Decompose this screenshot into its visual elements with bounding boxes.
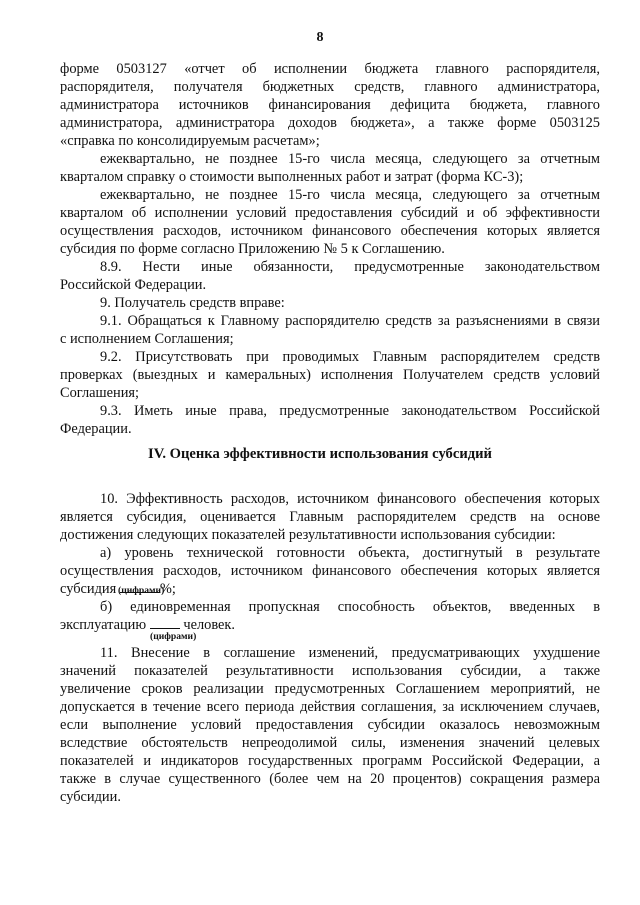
text-line: администратора источников финансирования дефицита бюджета, главного <box>60 97 600 113</box>
text-line: осуществления расходов, источником финансового обеспечения которых является <box>60 223 600 239</box>
text-line: является субсидия, оценивается Главным распорядителем средств на основе <box>60 509 600 525</box>
text-line: показателей и индикаторов государственных программ Российской Федерации, а <box>60 753 600 769</box>
section-heading: IV. Оценка эффективности использования субсидий <box>148 446 492 462</box>
text-line: администратора, администратора доходов бюджета», а также форме 0503125 <box>60 115 600 131</box>
text-line: допускается в течение всего периода действия соглашения, за исключением случаев, <box>60 699 600 715</box>
text-line: 9.2. Присутствовать при проводимых Главным распорядителем средств <box>100 349 600 365</box>
item-b <box>60 598 600 634</box>
paragraph-9-2 <box>60 348 600 402</box>
text-line: а) уровень технической готовности объекта, достигнутый в результате <box>100 545 600 561</box>
text-fragment: субсидия <box>60 581 117 597</box>
text-line: Соглашения; <box>60 385 140 401</box>
paragraph-9-1 <box>60 312 600 348</box>
text-line: 9. Получатель средств вправе: <box>100 295 285 311</box>
text-line: б) единовременная пропускная способность объектов, введенных в <box>100 599 600 615</box>
text-line: 9.3. Иметь иные права, предусмотренные законодательством Российской <box>100 403 600 419</box>
paragraph-form-0503127 <box>60 60 600 150</box>
text-line: распорядителя, получателя бюджетных средств, главного администратора, <box>60 79 600 95</box>
text-line: кварталом об исполнении условий предоставления субсидий и об эффективности <box>60 205 600 221</box>
text-line: 11. Внесение в соглашение изменений, предусматривающих ухудшение <box>100 645 600 661</box>
text-line: Федерации. <box>60 421 132 437</box>
text-line: 9.1. Обращаться к Главному распорядителю средств за разъяснениями в связи <box>100 313 600 329</box>
text-line: «справка по консолидируемым расчетам»; <box>60 133 320 149</box>
text-line: кварталом справку о стоимости выполненных работ и затрат (форма КС-3); <box>60 169 524 185</box>
item-b-last-line <box>60 616 600 634</box>
text-line: увеличение сроков реализации предусмотренных Соглашением мероприятий, не <box>60 681 600 697</box>
text-line: если выполнение условий предоставления субсидии оказалось невозможным <box>60 717 600 733</box>
text-line: проверках (выездных и камеральных) исполнения Получателем средств условий <box>60 367 600 383</box>
text-line: 8.9. Нести иные обязанности, предусмотренные законодательством <box>100 259 600 275</box>
text-line: ежеквартально, не позднее 15-го числа месяца, следующего за отчетным <box>100 151 600 167</box>
paragraph-subsidy-report <box>60 186 600 258</box>
paragraph-9 <box>60 294 600 312</box>
paragraph-10 <box>60 490 600 598</box>
text-line: форме 0503127 «отчет об исполнении бюджета главного распорядителя, <box>60 61 600 77</box>
text-line: с исполнением Соглашения; <box>60 331 234 347</box>
text-line: субсидия по форме согласно Приложению № 5 к Соглашению. <box>60 241 445 257</box>
blank-field-people <box>150 616 180 629</box>
text-line: также в случае существенного (более чем на 20 процентов) сокращения размера <box>60 771 600 787</box>
text-line: 10. Эффективность расходов, источником финансового обеспечения которых <box>100 491 600 507</box>
text-fragment: %; <box>159 581 176 597</box>
text-line: вследствие обстоятельств непреодолимой силы, изменения значений целевых <box>60 735 600 751</box>
page-number: 8 <box>316 30 324 45</box>
paragraph-9-3 <box>60 402 600 438</box>
paragraph-11 <box>60 644 600 806</box>
text-line: ежеквартально, не позднее 15-го числа месяца, следующего за отчетным <box>100 187 600 203</box>
text-line: достижения следующих показателей результативности использования субсидии: <box>60 527 556 543</box>
text-line: Российской Федерации. <box>60 277 207 293</box>
text-fragment: человек. <box>183 617 236 633</box>
text-fragment: эксплуатацию <box>60 617 147 633</box>
hint-digits-a: (цифрами) <box>118 585 165 596</box>
text-line: субсидии. <box>60 789 121 805</box>
text-line: значений показателей результативности использования субсидии, а также <box>60 663 600 679</box>
paragraph-8-9 <box>60 258 600 294</box>
hint-digits-b: (цифрами) <box>150 631 197 642</box>
paragraph-ks3 <box>60 150 600 186</box>
text-line: осуществления расходов, источником финансового обеспечения которых является <box>60 563 600 579</box>
